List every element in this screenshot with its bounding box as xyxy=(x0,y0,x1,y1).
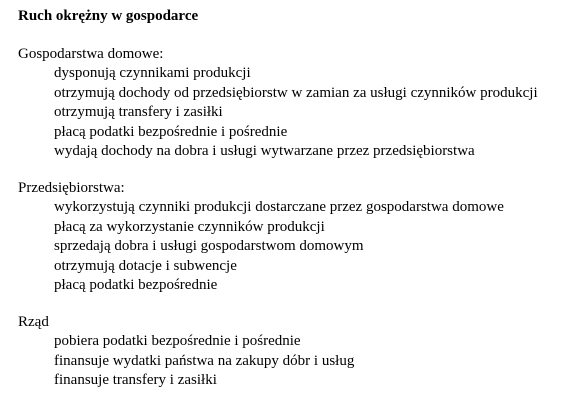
list-item: płacą za wykorzystanie czynników produkcji xyxy=(54,218,325,235)
list-item: płacą podatki bezpośrednie xyxy=(54,277,218,293)
list-item: wykorzystują czynniki produkcji dostarczane przez gospodarstwa domowe xyxy=(54,199,504,215)
section-enterprises xyxy=(18,179,573,296)
section-heading: Gospodarstwa domowe: xyxy=(18,45,164,62)
list-item: dysponują czynnikami produkcji xyxy=(54,65,251,81)
list-item: wydają dochody na dobra i usługi wytwarzane przez przedsiębiorstwa xyxy=(54,143,475,159)
list-item: finansuje transfery i zasiłki xyxy=(54,372,217,388)
list-item: otrzymują dochody od przedsiębiorstw w zamian za usługi czynników produkcji xyxy=(54,84,538,101)
list-item: sprzedają dobra i usługi gospodarstwom domowym xyxy=(54,238,364,254)
document-title: Ruch okrężny w gospodarce xyxy=(18,8,199,24)
list-item: otrzymują transfery i zasiłki xyxy=(54,104,223,120)
list-item: płacą podatki bezpośrednie i pośrednie xyxy=(54,123,288,140)
section-households xyxy=(18,45,573,162)
section-government xyxy=(18,313,573,391)
list-item: pobiera podatki bezpośrednie i pośrednie xyxy=(54,333,301,349)
section-item-list xyxy=(18,198,573,296)
list-item: otrzymują dotacje i subwencje xyxy=(54,257,237,274)
document-page xyxy=(18,7,573,408)
section-heading: Przedsiębiorstwa: xyxy=(18,179,125,196)
section-item-list xyxy=(18,332,573,391)
section-heading: Rząd xyxy=(18,313,49,330)
list-item: finansuje wydatki państwa na zakupy dóbr i usług xyxy=(54,352,355,369)
section-item-list xyxy=(18,64,573,162)
